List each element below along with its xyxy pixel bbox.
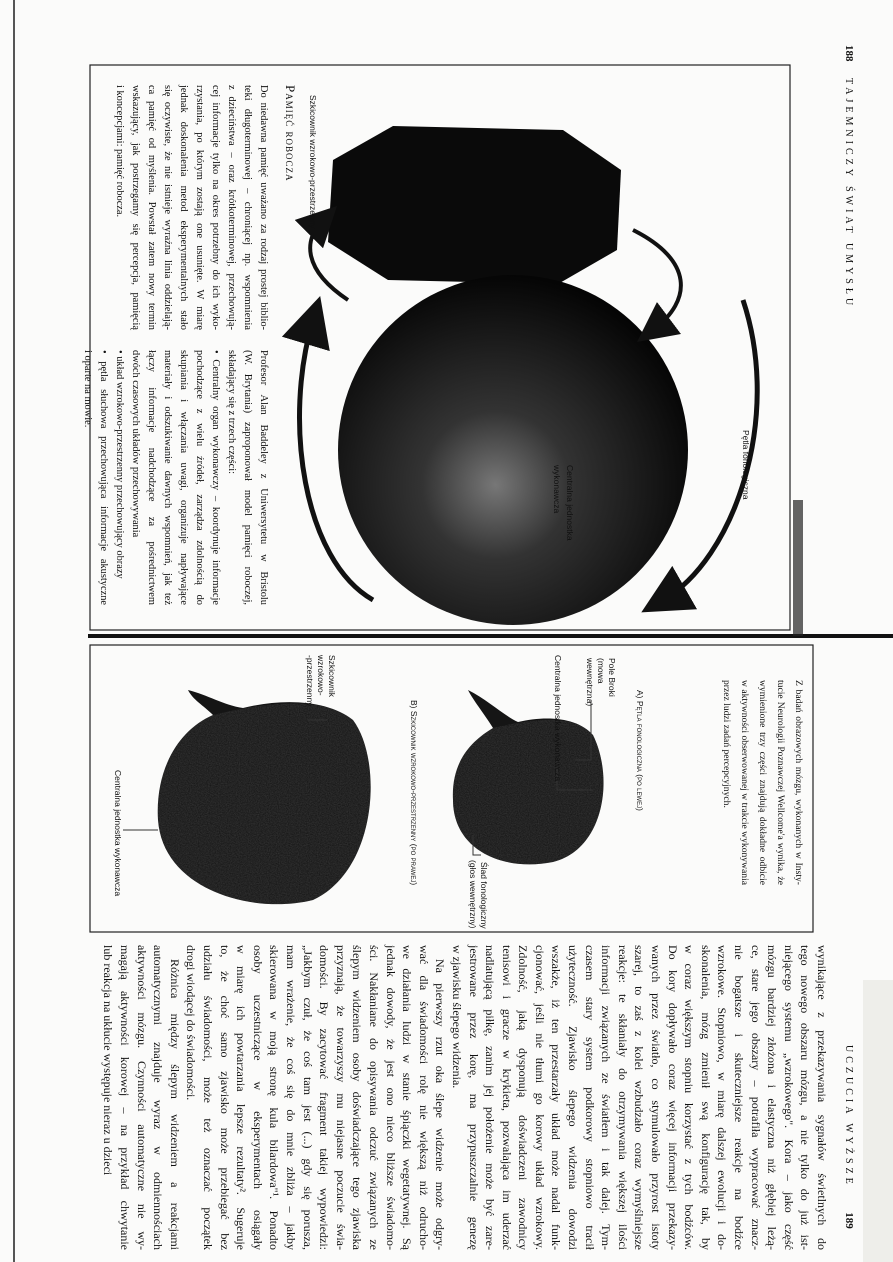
label-broca-2: (mowa bbox=[596, 658, 606, 684]
text-line: materiały i odszukiwanie dawnych wspomnień, jak też bbox=[162, 350, 173, 605]
text-line: nie bogatsze i skuteczniejsze reakcje na bodźce bbox=[732, 945, 747, 1250]
text-line: wynikające z przekazywania sygnałów świetlnych do bbox=[815, 945, 829, 1250]
text-line: z dzieciństwa – oraz krótkoterminowej, przechowują- bbox=[226, 85, 237, 330]
sketchpad-shape bbox=[328, 126, 621, 284]
sketchpad-arrow bbox=[633, 230, 681, 330]
text-line: przez ludzi zadań percepcyjnych. bbox=[721, 680, 732, 808]
text-line: jednak dowody, że jest ono nieco bliższe świadomo- bbox=[383, 945, 398, 1250]
text-line: lub reakcja na ukłucie występuje nieraz u dzieci bbox=[101, 945, 116, 1176]
text-line: wzrokowe. Stopniowo, w miarę dalszej ewolucji i do- bbox=[715, 945, 730, 1250]
spine-shadow bbox=[793, 500, 803, 636]
text-line: Zdolność, jaką dysponują doświadczeni zawodnicy bbox=[516, 945, 531, 1250]
text-line: mam wrażenie, że coś się do mnie zbliża – jakby bbox=[284, 945, 298, 1250]
panel-b-title: B) Szkicownik wzrokowo-przestrzenny (po prawej) bbox=[409, 700, 419, 886]
label-broca-1: Pole Broki bbox=[607, 658, 617, 697]
text-line: mózgu bardziej złożona i elastyczna niż głębiej leżą- bbox=[765, 945, 780, 1250]
label-central-executive-2: wykonawcza bbox=[552, 465, 562, 514]
paragraph bbox=[111, 85, 271, 330]
text-line: aktywności mózgu. Czynności automatyczne nie wy- bbox=[134, 945, 149, 1250]
label-broca-3: wewnętrzna) bbox=[585, 658, 595, 707]
text-line: wać dla świadomości rolę nie większą niż odrucho- bbox=[416, 945, 431, 1250]
page-number-left: 188 bbox=[843, 45, 855, 62]
text-line: domości. By zacytować fragment takiej wypowiedzi: bbox=[317, 945, 332, 1250]
text-line: użyteczność. Zjawisko ślepego widzenia dowodzi bbox=[566, 945, 581, 1250]
text-line: udziału świadomości, może też oznaczać początek bbox=[201, 945, 216, 1250]
text-line: i koncepcjami: pamięć robocza. bbox=[114, 85, 125, 218]
text-line: składający się z trzech części: bbox=[226, 350, 237, 475]
paragraph bbox=[223, 350, 271, 605]
text-line: nadlatującą piłkę, zanim jej położenie może być zare- bbox=[483, 945, 498, 1250]
text-line: cjonować, jeśli nie tłumi go korowy układ wzrokowy. bbox=[532, 945, 547, 1250]
text-line: w aktywności obserwowanej w trakcie wykonywania bbox=[739, 680, 750, 885]
text-line: Z badań obrazowych mózgu, wykonanych w Insty- bbox=[793, 680, 804, 885]
text-line: ca pamięć od myślenia. Powstał zatem nowy termin bbox=[146, 85, 157, 330]
paragraph bbox=[717, 680, 807, 885]
text-line: pochodzące z wielu źródeł, zarządza zdolnością do bbox=[194, 350, 205, 605]
text-line: tego nowego obszaru mózgu, a nie tylko do już ist- bbox=[798, 945, 813, 1250]
label-trace-1: Ślad fonologiczny bbox=[479, 862, 489, 929]
page-number-right: 189 bbox=[843, 1212, 855, 1229]
text-line: w coraz większym stopniu korzystać z tych bodźców. bbox=[682, 945, 697, 1250]
text-line: Profesor Alan Baddeley z Uniwersytetu w Bristolu bbox=[258, 350, 269, 605]
text-line: łączy informacje nadchodzące za pośrednictwem bbox=[146, 350, 157, 605]
brain-image-a-texture bbox=[453, 720, 604, 864]
text-line: szarej, to zaś z kolei wzbudzało coraz wymyślniejsze bbox=[632, 945, 647, 1250]
text-line: jednak doskonalenia metod eksperymentalnych stało bbox=[178, 85, 189, 330]
executive-sphere bbox=[338, 275, 688, 625]
text-line: przyznają, że towarzyszy mu niejasne poczucie świa- bbox=[333, 945, 348, 1250]
text-line: tucie Neurologii Poznawczej Wellcome'a wynika, że bbox=[775, 680, 786, 885]
paragraph bbox=[127, 350, 223, 605]
paragraph bbox=[79, 350, 111, 605]
paragraph bbox=[100, 945, 183, 1250]
label-phonological-loop: Pętla fonologiczna bbox=[741, 430, 751, 500]
right-body-text bbox=[100, 945, 830, 1250]
text-line: to, że choć samo zjawisko może przebiegać bez bbox=[217, 945, 232, 1250]
right-running-head bbox=[843, 1045, 855, 1229]
label-sketchpad-1: Szkicownik bbox=[327, 655, 337, 698]
text-line: Na pierwszy rzut oka ślepe widzenie może odgry- bbox=[433, 959, 448, 1250]
text-line: wanych przez światło, co stymulowało przyrost istoty bbox=[649, 945, 664, 1250]
label-central-executive-1: Centralna jednostka bbox=[565, 465, 575, 541]
text-line: • Centralny organ wykonawczy – koordynuje informacje bbox=[210, 350, 221, 605]
text-line: Różnica między ślepym widzeniem a reakcjami bbox=[167, 959, 182, 1250]
text-line: magają aktywności korowej – na przykład chwytanie bbox=[118, 945, 133, 1250]
text-line: osoby uczestniczące w eksperymentach osiągały bbox=[250, 945, 265, 1250]
paragraph bbox=[448, 945, 830, 1250]
text-line: ślepym widzeniem osoby doświadczające tego zjawiska bbox=[350, 945, 365, 1250]
text-line: we działania ludzi w stanie śpiączki wegetatywnej. Są bbox=[400, 945, 415, 1250]
label-exec-a: Centralna jednostka wykonawcza bbox=[553, 655, 563, 782]
brain-image-b-texture bbox=[158, 704, 371, 905]
text-line: wymienione trzy części znajdują dokładne odbicie bbox=[757, 680, 768, 885]
text-line: teki długoterminowej – chroniącej np. wspomnienia bbox=[242, 85, 253, 330]
figure-caption bbox=[717, 680, 807, 885]
panel-a-title: A) Pętla fonologiczna (po lewej) bbox=[635, 690, 645, 811]
text-line: wszakże, iż ten przestarzały układ może nadal funk- bbox=[549, 945, 564, 1250]
text-line: w miarę ich powtarzania lepsze rezultaty². Sugeruje bbox=[234, 945, 249, 1250]
left-column-1 bbox=[111, 85, 271, 330]
text-line: skonalenia, mózg zmienił swą konfigurację tak, by bbox=[698, 945, 713, 1250]
text-line: Do kory dopływało coraz więcej informacji przekazy- bbox=[665, 945, 680, 1250]
text-line: reakcje: te skłaniały do otrzymywania większej ilości bbox=[615, 945, 630, 1250]
text-line: • układ wzrokowo-przestrzenny przechowujący obrazy bbox=[114, 350, 125, 579]
text-line: się oczywiste, że nie istnieje wyraźna linia oddzielają- bbox=[162, 85, 173, 330]
text-line: czasem stary system podkorowy stopniowo tracił bbox=[582, 945, 597, 1250]
text-line: informacji związanych ze światłem i tak dalej. Tym- bbox=[599, 945, 614, 1250]
text-line: dwóch czasowych układów przechowywania bbox=[130, 350, 141, 538]
text-line: wskazujący, jak postrzegamy się percepcja, pamięcią bbox=[130, 85, 141, 330]
text-line: • pętla słuchowa przechowująca informacje akustyczne bbox=[98, 350, 109, 605]
text-line: skierowana w moją stronę kula bilardowa"¹. Ponadto bbox=[267, 945, 282, 1250]
text-line: „Jakbym czuł, że coś tam jest (...) gdy się porusza, bbox=[300, 945, 315, 1250]
text-line: w zjawisku ślepego widzenia. bbox=[449, 945, 464, 1089]
scanner-edge-top bbox=[863, 980, 893, 1262]
text-line: skupiania i włączania uwagi, organizuje napływające bbox=[178, 350, 189, 605]
label-sketchpad-3: -przestrzenny bbox=[305, 655, 315, 707]
label-trace-2: (głos wewnętrzny) bbox=[468, 860, 478, 929]
text-line: i oparte na mowie. bbox=[82, 350, 93, 428]
text-line: jestrowane przez korę, ma przypuszczalnie genezę bbox=[466, 945, 481, 1250]
section-title: Pamięć robocza bbox=[283, 85, 298, 182]
label-visuospatial-sketchpad: Szkicownik wzrokowo-przestrzenny bbox=[308, 95, 318, 229]
paragraph bbox=[111, 350, 127, 605]
text-line: cej informacje tylko na okres potrzebny do ich wyko- bbox=[210, 85, 221, 330]
text-line: (W. Brytania) zaproponował model pamięci roboczej, bbox=[242, 350, 253, 605]
label-sketchpad-2: wzrokowo- bbox=[316, 655, 326, 696]
text-line: drogi wiodącej do świadomości. bbox=[184, 945, 199, 1101]
text-line: niejącego systemu „wzrokowego". Kora – jako część bbox=[781, 945, 796, 1250]
text-line: tenisowi i gracze w krykieta, pozwalająca im uderzać bbox=[499, 945, 514, 1250]
label-exec-b: Centralna jednostka wykonawcza bbox=[113, 770, 123, 897]
text-line: ści. Nakłaniane do opisywania odczuć związanych ze bbox=[366, 945, 381, 1250]
text-line: ce, stare jego obszary – potrafiła wypracować znacz- bbox=[748, 945, 763, 1250]
paragraph bbox=[183, 945, 449, 1250]
text-line: rzystania, po którym zostają one usunięte. W miarę bbox=[194, 85, 205, 330]
text-line: Do niedawna pamięć uważano za rodzaj prostej biblio- bbox=[258, 85, 269, 330]
text-line: automatycznymi znajduje wyraz w odmiennościach bbox=[151, 945, 166, 1250]
running-head-right: UCZUCIA WYŻSZE bbox=[843, 1045, 854, 1188]
left-column-2 bbox=[79, 350, 271, 605]
left-running-head bbox=[843, 45, 855, 309]
running-head-left: TAJEMNICZY ŚWIAT UMYSŁU bbox=[843, 78, 854, 310]
